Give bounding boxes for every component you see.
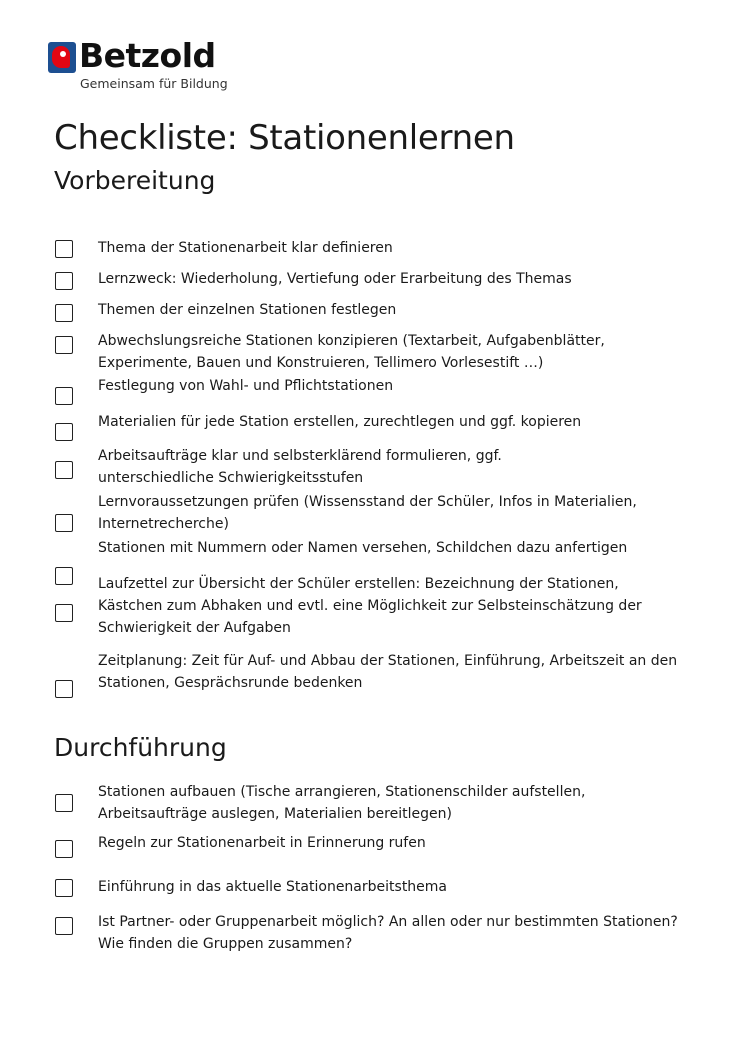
checklist-item-text: Lernvoraussetzungen prüfen (Wissensstand der Schüler, Infos in Materialien, bbox=[98, 494, 637, 510]
checkbox[interactable] bbox=[55, 240, 73, 258]
logo-mark-icon bbox=[48, 42, 76, 73]
checklist-item-text: Stationen, Gesprächsrunde bedenken bbox=[98, 675, 363, 691]
checkbox[interactable] bbox=[55, 336, 73, 354]
checklist-item-text: Ist Partner- oder Gruppenarbeit möglich? An allen oder nur bestimmten Stationen? bbox=[98, 914, 678, 930]
checklist-item-text: Schwierigkeit der Aufgaben bbox=[98, 620, 291, 636]
checklist-item-text: Abwechslungsreiche Stationen konzipieren (Textarbeit, Aufgabenblätter, bbox=[98, 333, 605, 349]
section-heading-vorbereitung: Vorbereitung bbox=[54, 166, 216, 195]
checkbox[interactable] bbox=[55, 304, 73, 322]
checkbox[interactable] bbox=[55, 461, 73, 479]
checkbox[interactable] bbox=[55, 272, 73, 290]
logo-tagline: Gemeinsam für Bildung bbox=[80, 76, 228, 91]
checklist-item-text: Thema der Stationenarbeit klar definieren bbox=[98, 240, 393, 256]
checkbox[interactable] bbox=[55, 514, 73, 532]
checkbox[interactable] bbox=[55, 680, 73, 698]
checkbox[interactable] bbox=[55, 387, 73, 405]
checklist-item-text: Zeitplanung: Zeit für Auf- und Abbau der Stationen, Einführung, Arbeitszeit an den bbox=[98, 653, 678, 669]
checklist-item-text: Materialien für jede Station erstellen, zurechtlegen und ggf. kopieren bbox=[98, 414, 582, 430]
checklist-item-text: Lernzweck: Wiederholung, Vertiefung oder Erarbeitung des Themas bbox=[98, 271, 572, 287]
checkbox[interactable] bbox=[55, 917, 73, 935]
checkbox[interactable] bbox=[55, 604, 73, 622]
checklist-item-text: Laufzettel zur Übersicht der Schüler erstellen: Bezeichnung der Stationen, bbox=[98, 576, 619, 592]
page-title: Checkliste: Stationenlernen bbox=[54, 118, 515, 158]
checklist-item-text: Stationen mit Nummern oder Namen versehen, Schildchen dazu anfertigen bbox=[98, 540, 628, 556]
logo-name: Betzold bbox=[79, 36, 216, 75]
checkbox[interactable] bbox=[55, 567, 73, 585]
checklist-item-text: Experimente, Bauen und Konstruieren, Tellimero Vorlesestift …) bbox=[98, 355, 544, 371]
checklist-item-text: Kästchen zum Abhaken und evtl. eine Möglichkeit zur Selbsteinschätzung der bbox=[98, 598, 642, 614]
checklist-item-text: Stationen aufbauen (Tische arrangieren, Stationenschilder aufstellen, bbox=[98, 784, 586, 800]
checkbox[interactable] bbox=[55, 840, 73, 858]
section-heading-durchfuehrung: Durchführung bbox=[54, 733, 227, 762]
checkbox[interactable] bbox=[55, 423, 73, 441]
checkbox[interactable] bbox=[55, 794, 73, 812]
checklist-item-text: Wie finden die Gruppen zusammen? bbox=[98, 936, 353, 952]
checkbox[interactable] bbox=[55, 879, 73, 897]
checklist-item-text: Arbeitsaufträge klar und selbsterklärend formulieren, ggf. bbox=[98, 448, 502, 464]
checklist-item-text: Festlegung von Wahl- und Pflichtstationen bbox=[98, 378, 394, 394]
checklist-item-text: Einführung in das aktuelle Stationenarbeitsthema bbox=[98, 879, 448, 895]
checklist-item-text: unterschiedliche Schwierigkeitsstufen bbox=[98, 470, 364, 486]
checklist-item-text: Themen der einzelnen Stationen festlegen bbox=[98, 302, 397, 318]
checklist-item-text: Regeln zur Stationenarbeit in Erinnerung rufen bbox=[98, 835, 426, 851]
checklist-item-text: Arbeitsaufträge auslegen, Materialien bereitlegen) bbox=[98, 806, 452, 822]
checklist-item-text: Internetrecherche) bbox=[98, 516, 229, 532]
